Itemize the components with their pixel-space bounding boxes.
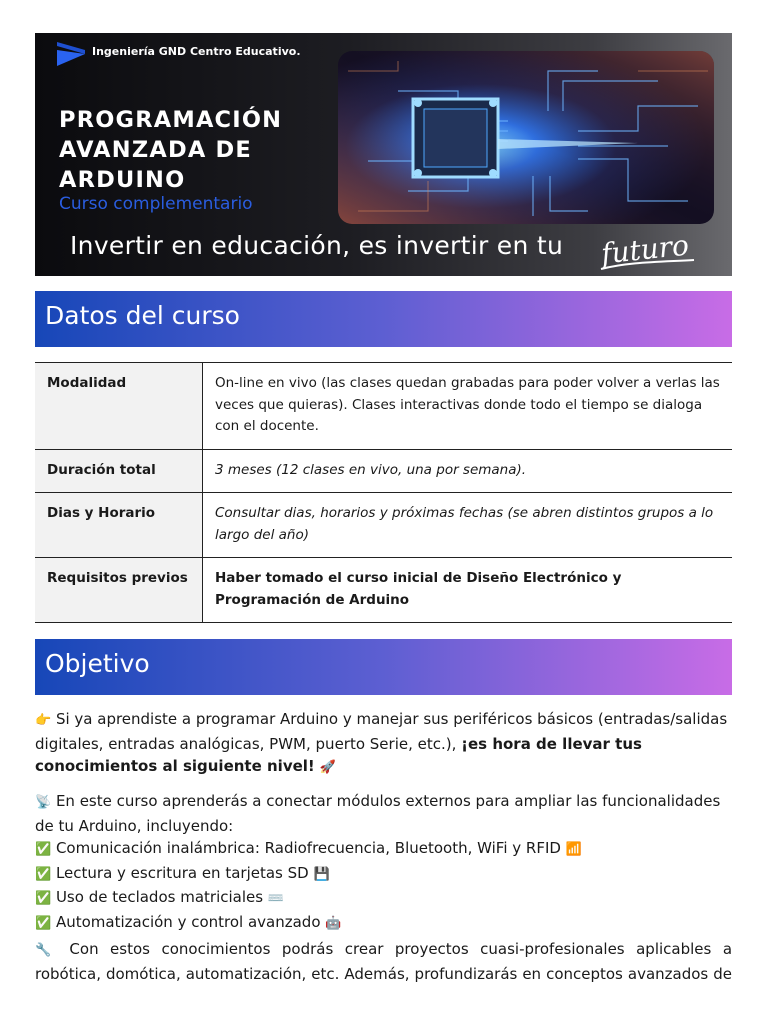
row-value: On-line en vivo (las clases quedan grabadas para poder volver a verlas las veces que quieras). Clases interactivas donde todo el tiempo se dialoga con el docente. <box>203 363 733 450</box>
circuit-chip-image <box>338 51 714 224</box>
row-label: Requisitos previos <box>35 558 203 623</box>
chevron-logo-icon <box>57 42 85 66</box>
list-item <box>35 911 732 936</box>
course-title: PROGRAMACIÓN AVANZADA DE ARDUINO <box>59 107 283 193</box>
objetivo-paragraph-modules <box>35 790 732 935</box>
row-value: 3 meses (12 clases en vivo, una por semana). <box>203 450 733 493</box>
list-item <box>35 886 732 911</box>
table-row <box>35 493 732 558</box>
signal-icon: 📶 <box>565 842 582 857</box>
course-details-table <box>35 362 732 623</box>
underline-swoosh-icon <box>598 258 698 272</box>
list-item <box>35 837 732 862</box>
table-row <box>35 450 732 493</box>
list-item <box>35 862 732 887</box>
list-item-text: Comunicación inalámbrica: Radiofrecuencia, Bluetooth, WiFi y RFID <box>51 839 566 857</box>
brand-name: Ingeniería GND Centro Educativo. <box>92 45 301 58</box>
section-title-datos: Datos del curso <box>45 301 240 330</box>
check-icon: ✅ <box>35 915 52 931</box>
list-item-text: Uso de teclados matriciales <box>51 888 268 906</box>
intro-text: Si ya aprendiste a programar Arduino y manejar sus periféricos básicos (entradas/salidas digitales, entradas analógicas, PWM, puerto Serie, etc.), <box>35 710 728 753</box>
satellite-icon: 📡 <box>35 795 52 810</box>
section-title-objetivo: Objetivo <box>45 649 150 678</box>
check-icon: ✅ <box>35 891 52 906</box>
robot-icon: 🤖 <box>325 915 342 931</box>
table-row <box>35 558 732 623</box>
section-objetivo-header <box>35 639 732 695</box>
check-icon: ✅ <box>35 842 52 857</box>
row-label: Dias y Horario <box>35 493 203 558</box>
intro-highlight: ¡es hora de llevar tus conocimientos al siguiente nivel! <box>35 734 642 775</box>
outcome-text-line2: robótica, domótica, automatización, etc. Además, profundizarás en conceptos avanzados de <box>35 964 732 983</box>
row-label: Modalidad <box>35 363 203 450</box>
check-icon: ✅ <box>35 866 52 882</box>
pointing-hand-icon: 👉 <box>35 713 52 728</box>
list-item-text: Lectura y escritura en tarjetas SD <box>51 863 314 882</box>
rocket-icon: 🚀 <box>319 760 336 775</box>
section-datos-header <box>35 291 732 347</box>
row-label: Duración total <box>35 450 203 493</box>
objetivo-paragraph-outcome <box>35 938 732 985</box>
tagline: Invertir en educación, es invertir en tu <box>70 231 564 260</box>
header-banner <box>35 33 732 276</box>
table-row <box>35 363 732 450</box>
floppy-disk-icon: 💾 <box>313 866 330 882</box>
row-value: Consultar dias, horarios y próximas fechas (se abren distintos grupos a lo largo del año) <box>203 493 733 558</box>
row-value: Haber tomado el curso inicial de Diseño Electrónico y Programación de Arduino <box>203 558 733 623</box>
list-item-text: Automatización y control avanzado <box>51 912 326 931</box>
tagline-script: futuro <box>599 228 691 271</box>
outcome-text-line1: Con estos conocimientos podrás crear proyectos cuasi-profesionales aplicables a <box>57 940 733 958</box>
keyboard-icon: ⌨️ <box>267 891 285 906</box>
modules-text: En este curso aprenderás a conectar módulos externos para ampliar las funcionalidades de tu Arduino, incluyendo: <box>35 792 721 835</box>
wrench-icon: 🔧 <box>35 943 58 958</box>
course-subtitle: Curso complementario <box>59 194 253 214</box>
objetivo-paragraph-intro <box>35 708 732 780</box>
